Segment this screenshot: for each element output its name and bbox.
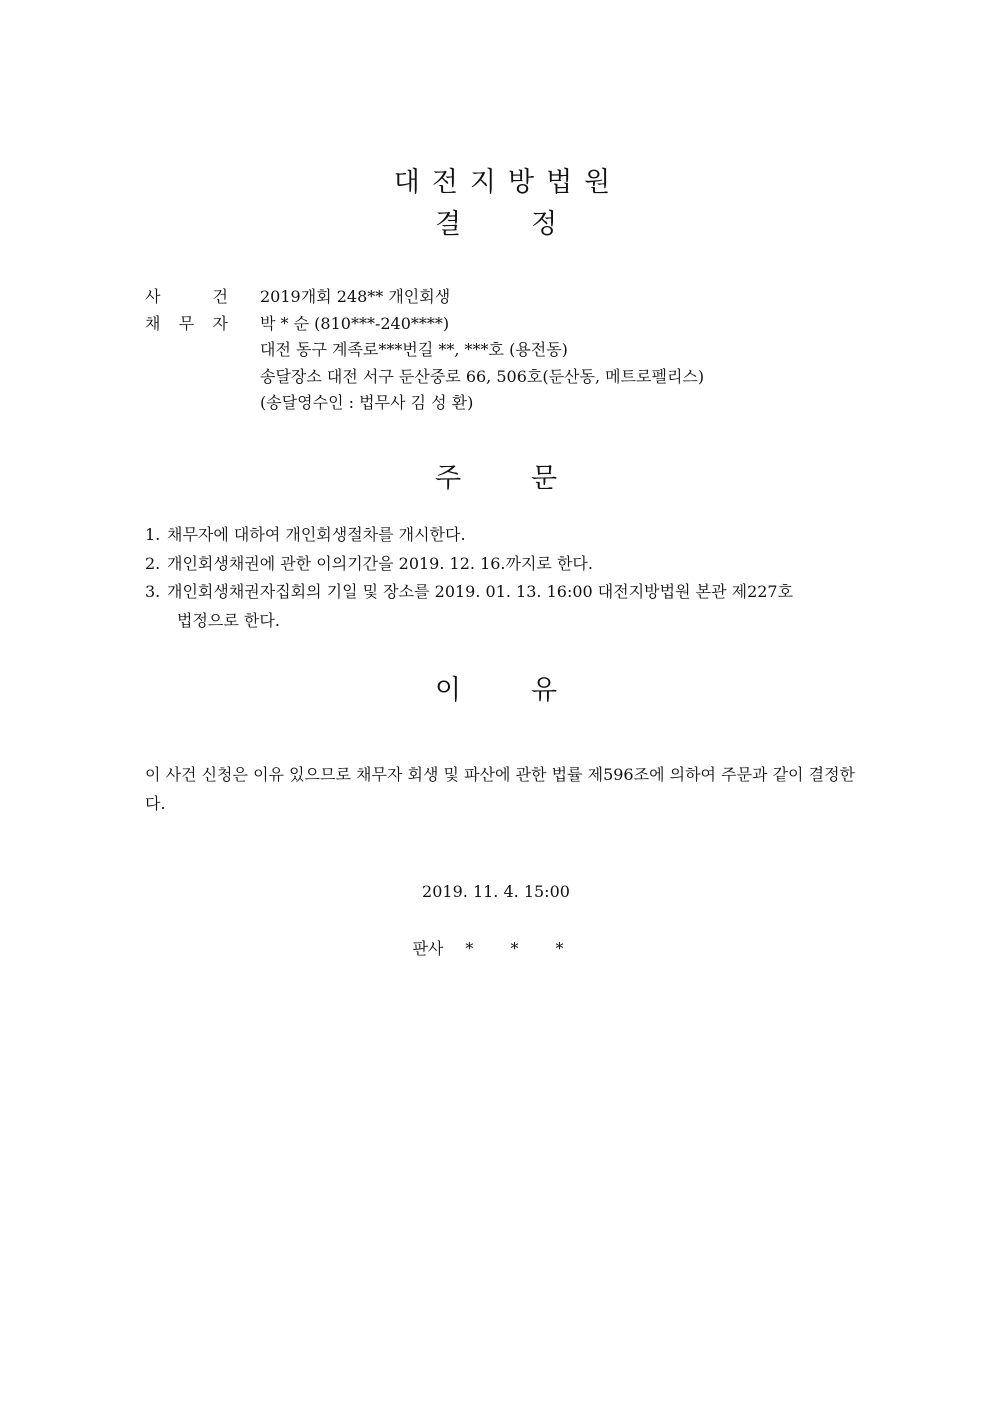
debtor-label: 채 무 자 xyxy=(145,313,228,333)
order-list xyxy=(145,521,855,635)
delivery-address: 송달장소 대전 서구 둔산중로 66, 506호(둔산동, 메트로펠리스) xyxy=(260,366,705,386)
order-item-3: 3. 개인회생채권자집회의 기일 및 장소를 2019. 01. 13. 16:00 대전지방법원 본관 제227호 xyxy=(145,582,794,601)
case-row xyxy=(145,284,865,311)
case-number: 2019개회 248** 개인회생 xyxy=(260,287,451,306)
order-item-2: 2. 개인회생채권에 관한 이의기간을 2019. 12. 16.까지로 한다. xyxy=(145,553,593,573)
order-item-1: 1. 채무자에 대하여 개인회생절차를 개시한다. xyxy=(145,525,466,544)
judge-name: * * * xyxy=(465,939,580,958)
order-item-3-continuation: 법정으로 한다. xyxy=(177,610,280,630)
reason-heading: 이 유 xyxy=(434,675,558,706)
debtor-row xyxy=(145,311,865,338)
debtor-name: 박 * 순 (810***-240****) xyxy=(260,313,450,333)
doc-type-char-1: 결 xyxy=(434,209,462,240)
decision-date: 2019. 11. 4. 15:00 xyxy=(422,882,570,901)
judge-signature xyxy=(0,936,992,959)
reason-text: 이 사건 신청은 이유 있으므로 채무자 회생 및 파산에 관한 법률 제596조에 의하여 주문과 같이 결정한다. xyxy=(145,765,855,813)
judge-label: 판사 xyxy=(412,939,444,958)
order-heading: 주 문 xyxy=(434,463,558,494)
delivery-recipient: (송달영수인 : 법무사 김 성 환) xyxy=(260,393,474,412)
doc-type-char-2: 정 xyxy=(530,209,558,240)
case-label: 사 건 xyxy=(145,287,228,306)
case-info-block xyxy=(145,284,865,417)
document-type-title xyxy=(0,202,992,241)
debtor-address: 대전 동구 계족로***번길 **, ***호 (용전동) xyxy=(260,340,568,359)
court-name: 대전지방법원 xyxy=(393,167,623,198)
